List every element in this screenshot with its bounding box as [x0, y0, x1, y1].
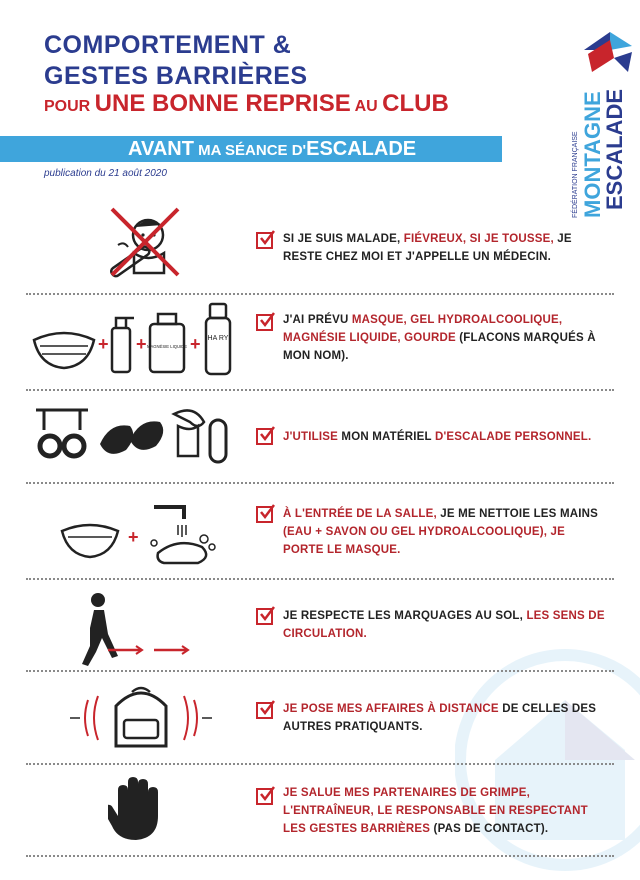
band-part: MA SÉANCE D' [193, 142, 307, 159]
handwashing-icon [54, 495, 234, 571]
text-part: J'AI PRÉVU [283, 314, 352, 326]
logo-montagne: MONTAGNE [580, 91, 605, 218]
row-text-2 [283, 311, 607, 365]
text-part: SI JE SUIS MALADE, [283, 233, 404, 245]
hand-wave-icon [108, 774, 168, 842]
text-part: JE SALUE MES PARTENAIRES DE GRIMPE, L'ENTRAÎNEUR, LE RESPONSABLE EN RESPECTANT LES GESTES BARRIÈRES [283, 787, 588, 835]
logo-federation: FÉDÉRATION FRANÇAISE [572, 131, 579, 218]
divider [26, 855, 614, 857]
divider [26, 670, 614, 672]
text-part: JE RESPECTE LES MARQUAGES AU SOL, [283, 610, 527, 622]
magnesie-label: MAGNÉSIE LIQUIDE [146, 344, 188, 349]
subtitle-band-text [128, 139, 416, 159]
row-text-3 [283, 428, 607, 446]
bottle-label: HA RY [207, 335, 229, 342]
walking-person-icon [70, 588, 200, 666]
checkbox-icon [256, 788, 273, 805]
row-text-6 [283, 700, 607, 736]
text-part: MASQUE, GEL HYDROALCOOLIQUE, MAGNÉSIE LIQUIDE, GOURDE [283, 314, 563, 344]
checkbox-icon [256, 608, 273, 625]
row-text-1 [283, 230, 607, 266]
text-part: (FLACONS MARQUÉS À MON NOM). [283, 332, 596, 362]
text-part: (PAS DE CONTACT). [430, 823, 549, 835]
backpack-icon [66, 684, 216, 756]
logo-escalade: ESCALADE [602, 88, 627, 210]
publication-date: publication du 21 août 2020 [44, 168, 167, 179]
checkbox-icon [256, 232, 273, 249]
title-line-1: COMPORTEMENT & [44, 31, 292, 59]
title-line-3 [44, 92, 449, 116]
row-text-5 [283, 607, 607, 643]
climbing-gear-icon [30, 400, 240, 472]
sick-person-icon [98, 205, 188, 285]
svg-text:+: + [190, 334, 201, 354]
title-part: AU [350, 98, 383, 115]
divider [26, 293, 614, 295]
text-part: FIÉVREUX, SI JE TOUSSE, [403, 233, 554, 245]
svg-text:+: + [98, 334, 109, 354]
checkbox-icon [256, 428, 273, 445]
svg-text:+: + [136, 334, 147, 354]
divider [26, 389, 614, 391]
band-part: AVANT [128, 138, 194, 160]
checkbox-icon [256, 506, 273, 523]
text-part: LES SENS DE CIRCULATION. [283, 610, 605, 640]
text-part: MON MATÉRIEL [341, 431, 435, 443]
text-part: JE ME NETTOIE LES MAINS [436, 508, 598, 520]
row-text-4 [283, 505, 607, 559]
text-part: À L'ENTRÉE DE LA SALLE, [283, 508, 437, 520]
checkbox-icon [256, 314, 273, 331]
title-part: POUR [44, 98, 95, 115]
text-part: JE POSE MES AFFAIRES À DISTANCE [283, 703, 499, 715]
divider [26, 763, 614, 765]
ffme-logo [560, 10, 638, 220]
title-line-2: GESTES BARRIÈRES [44, 62, 308, 90]
text-part: D'ESCALADE PERSONNEL. [434, 431, 592, 443]
title-part: CLUB [382, 90, 449, 117]
row-text-7 [283, 784, 607, 838]
title-part: UNE BONNE REPRISE [94, 90, 351, 117]
text-part: DE CELLES DES AUTRES PRATIQUANTS. [283, 703, 597, 733]
text-part: J'UTILISE [283, 431, 342, 443]
band-part: ESCALADE [306, 138, 417, 160]
svg-text:+: + [128, 527, 139, 547]
watermark-logo [455, 640, 640, 880]
checkbox-icon [256, 702, 273, 719]
text-part: JE RESTE CHEZ MOI ET J'APPELLE UN MÉDECIN. [283, 233, 572, 263]
text-part: (EAU + SAVON OU GEL HYDROALCOOLIQUE), JE PORTE LE MASQUE. [283, 526, 566, 556]
equipment-bundle-icon [26, 300, 246, 380]
divider [26, 578, 614, 580]
divider [26, 482, 614, 484]
